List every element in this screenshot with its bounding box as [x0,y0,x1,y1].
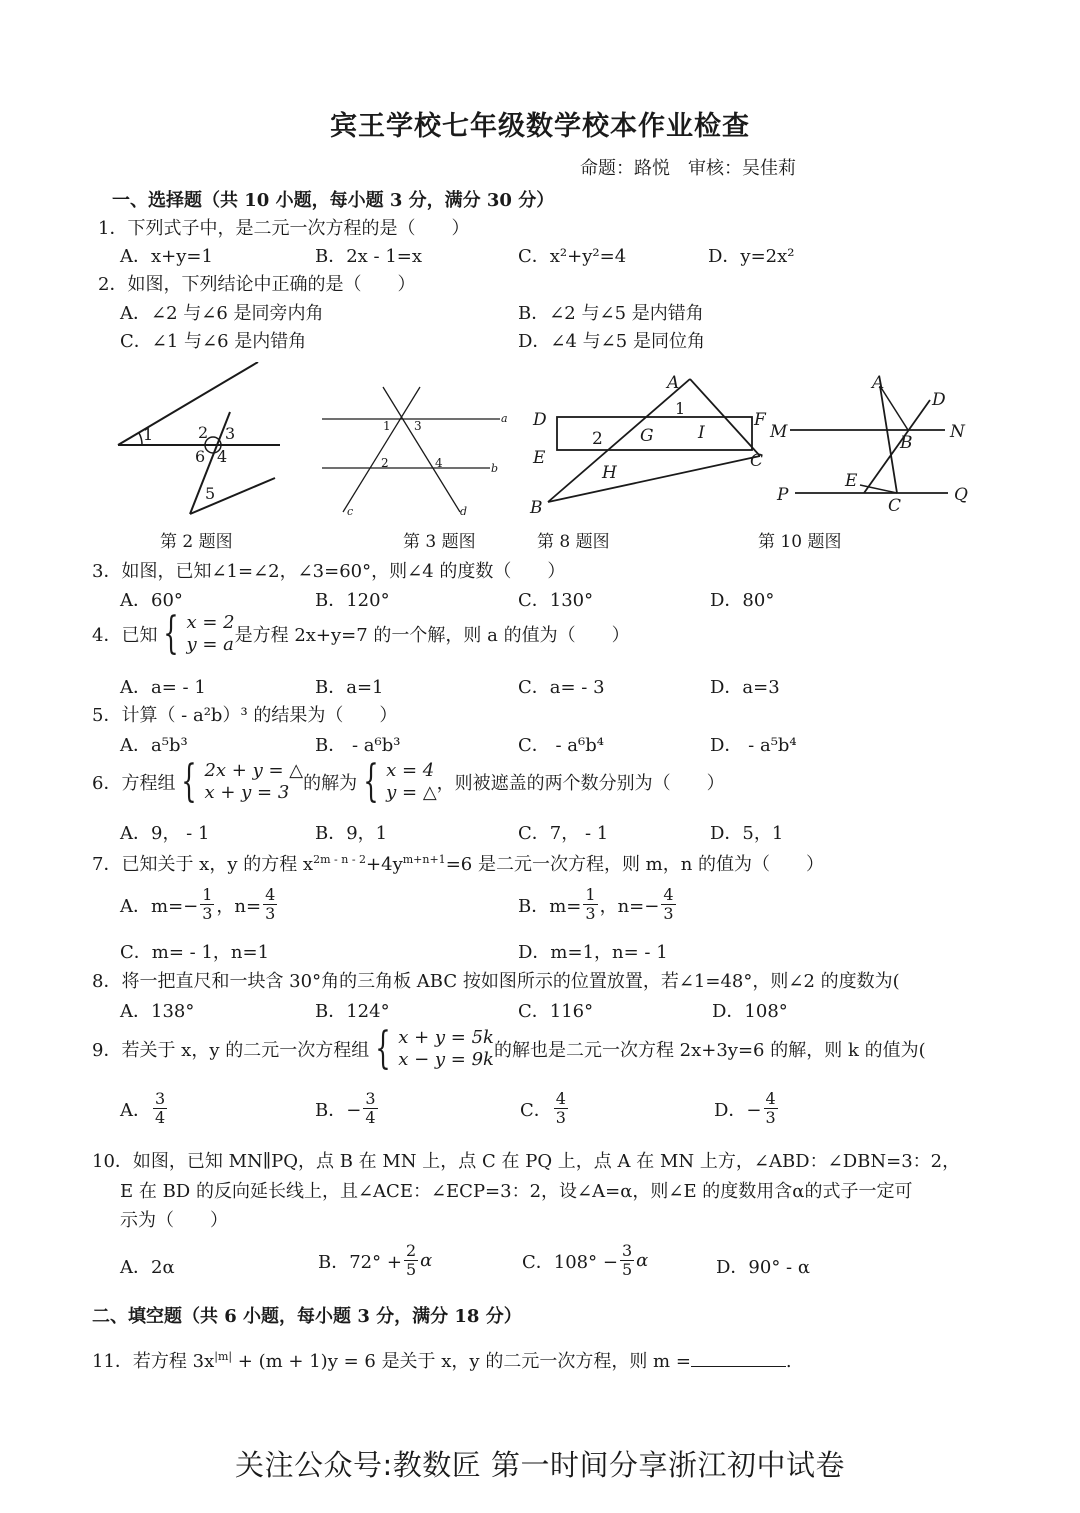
q2-stem: 2．如图，下列结论中正确的是（ ） [98,274,416,295]
q9-b-pre: B．− [315,1099,362,1121]
q3-option-b: B．120° [315,590,390,611]
fig10-label-A: A [872,373,885,393]
q7-exp2: m+n+1 [402,853,446,866]
q7-b-frac2 [661,886,675,924]
fig10-label-B: B [900,433,913,453]
q5-option-b: B． - a⁶b³ [315,735,401,756]
caption-fig8: 第 8 题图 [537,532,610,552]
q11-pre: 11．若方程 3x [92,1351,215,1372]
q8-option-d: D．108° [712,1001,788,1022]
q10-option-a: A．2α [120,1257,175,1278]
q8-stem: 8．将一把直尺和一块含 30°角的三角板 ABC 按如图所示的位置放置，若∠1=48°，则∠2 的度数为( [92,971,900,992]
frac-den: 5 [621,1260,633,1280]
q2-option-c: C．∠1 与∠6 是内错角 [120,331,307,352]
q4-option-c: C．a= - 3 [518,677,605,698]
frac-num: 3 [155,1089,166,1108]
q10-line2: E 在 BD 的反向延长线上，且∠ACE：∠ECP=3：2，设∠A=α，则∠E 的度数用含α的式子一定可 [120,1181,913,1202]
q6-solution [357,756,437,807]
fig10-label-E: E [845,471,858,491]
q7-option-a [120,886,279,924]
footer-promo: 关注公众号:教数匠 第一时间分享浙江初中试卷 [235,1448,845,1482]
brace-icon: { [375,1023,391,1074]
q7-b-frac1 [583,886,597,924]
q6-option-c: C．7， - 1 [518,823,609,844]
q10-line1: 10．如图，已知 MN∥PQ，点 B 在 MN 上，点 C 在 PQ 上，点 A 在 MN 上方，∠ABD：∠DBN=3：2， [92,1151,961,1172]
fig8-label-F: F [754,410,766,430]
q10-option-b [318,1242,432,1280]
q7-a-pre: A．m=− [120,895,199,917]
q4-stem [92,608,630,659]
q6-solution-eq1: x = 4 [386,760,435,782]
q7-pre: 7．已知关于 x，y 的方程 x [92,854,314,875]
q3-option-a: A．60° [120,590,183,611]
q9-d-frac [764,1090,778,1128]
q6-stem [92,756,725,807]
page-title: 宾王学校七年级数学校本作业检查 [330,111,750,142]
q5-option-d: D． - a⁵b⁴ [710,735,797,756]
q7-a-frac1 [200,886,214,924]
q6-system [175,756,304,807]
fig3-label-2: 2 [381,456,389,470]
fig3-label-4: 4 [435,456,443,470]
fig3-label-a: a [501,412,508,425]
fig10-label-M: M [770,422,788,442]
frac-num: 4 [663,885,674,904]
fig10-label-D: D [932,390,946,410]
fig2-label-5: 5 [205,484,216,503]
q6-pre: 6．方程组 [92,773,176,794]
q7-b-mid: ，n=− [599,895,660,917]
fig10-label-N: N [950,422,965,442]
fig2-label-4: 4 [217,447,228,466]
fig8-label-A: A [667,373,680,393]
q11-exp: |m| [214,1350,233,1363]
q1-option-a: A．x+y=1 [120,246,213,267]
fig8-label-E: E [533,448,546,468]
fig3-label-b: b [491,462,499,475]
fig2-label-1: 1 [143,425,154,444]
q5-stem: 5．计算（ - a²b）³ 的结果为（ ） [92,705,398,726]
q10-c-frac [620,1242,634,1280]
frac-den: 3 [765,1108,776,1128]
q4-system-eq2: y = a [186,634,234,655]
q2-option-a: A．∠2 与∠6 是同旁内角 [120,303,324,324]
frac-den: 3 [265,904,276,924]
figure-q10 [790,386,948,493]
fig8-label-H: H [602,463,617,483]
q2-option-d: D．∠4 与∠5 是同位角 [518,331,705,352]
q11-post: + (m + 1)y = 6 是关于 x，y 的二元一次方程，则 m = [232,1351,691,1372]
frac-num: 3 [365,1089,376,1108]
frac-num: 4 [765,1089,776,1108]
q7-a-mid: ，n= [216,895,262,917]
q10-b-post: α [420,1250,433,1272]
q7-stem [92,850,824,876]
q6-option-d: D．5，1 [710,823,784,844]
q9-b-frac [363,1090,377,1128]
figure-q8 [548,379,760,502]
fig8-label-B: B [530,498,543,518]
q4-option-b: B．a=1 [315,677,384,698]
frac-num: 1 [202,885,213,904]
frac-den: 3 [202,904,213,924]
q11-answer-blank[interactable] [691,1350,786,1367]
q3-option-c: C．130° [518,590,594,611]
q9-option-b [315,1090,380,1128]
q7-mid: +4y [366,854,403,875]
q9-option-a [120,1090,169,1128]
q9-option-c [520,1090,570,1128]
fig10-label-Q: Q [954,485,968,505]
frac-den: 3 [663,904,674,924]
figures-row [0,362,1080,527]
q1-option-d: D．y=2x² [708,246,795,267]
q8-option-b: B．124° [315,1001,390,1022]
q6-solution-eq2: y = △ [386,782,437,803]
q9-d-pre: D．− [714,1099,762,1121]
q8-option-a: A．138° [120,1001,195,1022]
fig8-label-C: C [750,451,764,471]
frac-den: 5 [405,1260,417,1280]
frac-num: 4 [265,885,276,904]
fig8-label-G: G [640,426,654,446]
frac-num: 2 [405,1241,417,1260]
q8-option-c: C．116° [518,1001,594,1022]
q6-option-b: B．9，1 [315,823,388,844]
q7-option-d: D．m=1，n= - 1 [518,942,668,963]
frac-num: 1 [585,885,596,904]
fig2-label-6: 6 [195,447,206,466]
q9-system-eq2: x − y = 9k [398,1049,494,1070]
fig3-label-d: d [460,505,468,518]
q9-a-pre: A． [120,1099,151,1121]
fig3-label-1: 1 [383,419,391,433]
brace-icon: { [181,756,198,807]
q7-b-pre: B．m= [518,895,582,917]
q4-pre: 4．已知 [92,625,158,646]
figure-q3 [322,387,500,512]
brace-icon: { [163,608,180,659]
frac-den: 3 [555,1108,566,1128]
q11-stem [92,1347,792,1373]
q7-post: =6 是二元一次方程，则 m，n 的值为（ ） [445,854,825,875]
section1-heading: 一、选择题（共 10 小题，每小题 3 分，满分 30 分） [112,190,555,211]
fig8-label-I: I [698,423,705,443]
section2-heading: 二、填空题（共 6 小题，每小题 3 分，满分 18 分） [92,1306,522,1327]
q1-option-b: B．2x - 1=x [315,246,423,267]
fig3-label-3: 3 [414,419,422,433]
q9-post: 的解也是二元一次方程 2x+3y=6 的解，则 k 的值为( [493,1040,926,1061]
q9-pre: 9．若关于 x，y 的二元一次方程组 [92,1040,370,1061]
q6-system-eq2: x + y = 3 [204,782,290,803]
q10-c-pre: C．108° − [522,1251,618,1273]
caption-fig2: 第 2 题图 [160,532,233,552]
q7-exp1: 2m - n - 2 [313,853,367,866]
frac-den: 3 [585,904,596,924]
q6-system-eq1: 2x + y = △ [204,760,304,782]
q4-system [157,608,235,659]
q6-mid: 的解为 [303,773,358,794]
q5-option-a: A．a⁵b³ [120,735,188,756]
q9-stem [92,1023,926,1074]
fig3-label-c: c [347,505,354,518]
q1-stem: 1．下列式子中，是二元一次方程的是（ ） [98,218,470,239]
q10-b-frac [404,1242,418,1280]
caption-fig3: 第 3 题图 [403,532,476,552]
frac-den: 4 [155,1108,166,1128]
fig10-label-P: P [777,485,789,505]
frac-den: 4 [365,1108,376,1128]
q9-system-eq1: x + y = 5k [398,1027,494,1049]
q4-post: 是方程 2x+y=7 的一个解，则 a 的值为（ ） [234,625,630,646]
q7-option-c: C．m= - 1，n=1 [120,942,270,963]
frac-num: 3 [621,1241,633,1260]
q7-option-b [518,886,678,924]
fig10-label-C: C [888,496,902,516]
q3-option-d: D．80° [710,590,775,611]
q4-option-a: A．a= - 1 [120,677,206,698]
q6-option-a: A．9， - 1 [120,823,210,844]
q9-a-frac [153,1090,167,1128]
q9-system [369,1023,494,1074]
fig8-label-2: 2 [592,429,603,449]
brace-icon: { [363,756,379,807]
q10-line3: 示为（ ） [120,1210,228,1231]
q6-post: ，则被遮盖的两个数分别为（ ） [436,773,725,794]
fig2-label-2: 2 [198,423,209,442]
q1-option-c: C．x²+y²=4 [518,246,627,267]
caption-fig10: 第 10 题图 [758,532,842,552]
fig8-label-D: D [533,410,547,430]
q10-option-d: D．90° - α [716,1257,811,1278]
fig8-label-1: 1 [675,399,686,418]
q11-end: . [785,1351,792,1372]
frac-num: 4 [555,1089,566,1108]
q10-b-pre: B．72° + [318,1251,402,1273]
q3-stem: 3．如图，已知∠1=∠2，∠3=60°，则∠4 的度数（ ） [92,561,566,582]
q4-system-eq1: x = 2 [186,612,235,634]
q7-a-frac2 [263,886,277,924]
q9-c-frac [554,1090,568,1128]
q9-option-d [714,1090,780,1128]
q5-option-c: C． - a⁶b⁴ [518,735,604,756]
q2-option-b: B．∠2 与∠5 是内错角 [518,303,704,324]
q4-option-d: D．a=3 [710,677,780,698]
credits: 命题：路悦 审核：吴佳莉 [580,158,796,179]
q10-c-post: α [636,1250,649,1272]
q10-option-c [522,1242,648,1280]
q9-c-pre: C． [520,1099,552,1121]
fig2-label-3: 3 [225,424,236,443]
